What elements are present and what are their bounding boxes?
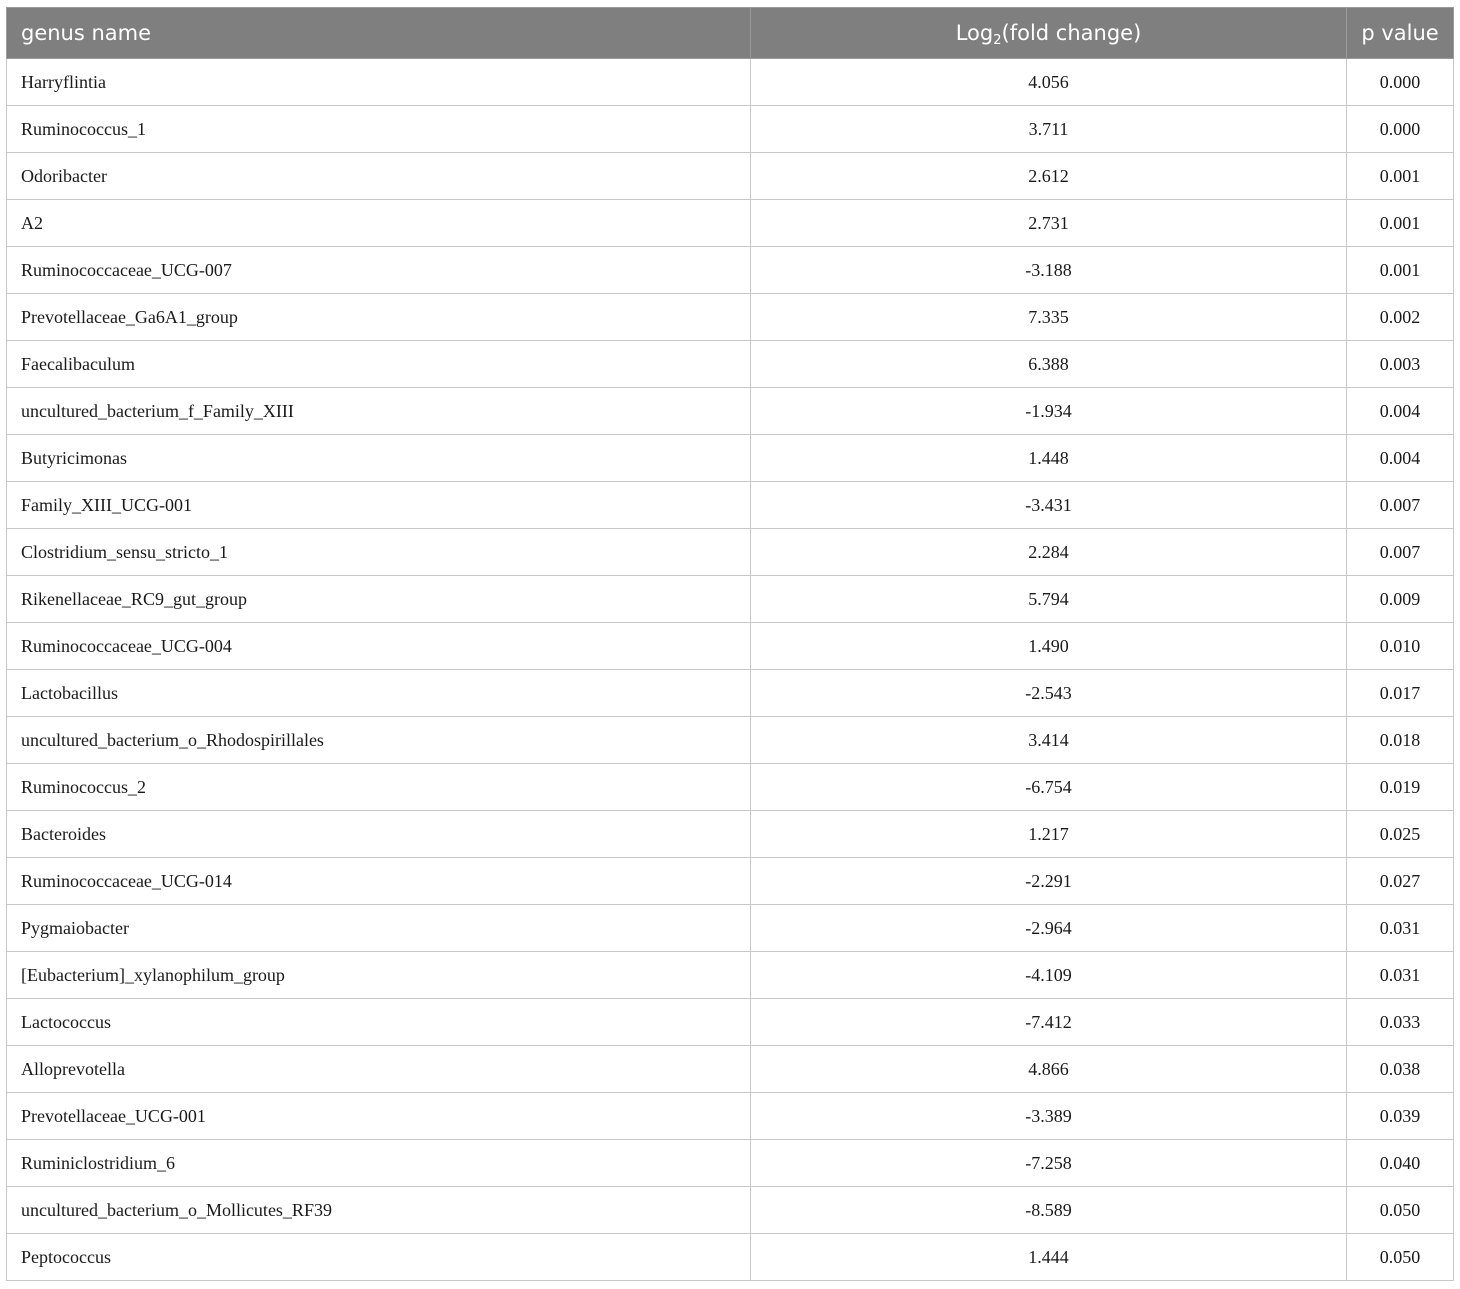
table-row xyxy=(7,1093,1454,1140)
genus-name-cell: Alloprevotella xyxy=(7,1046,751,1093)
log2-fold-change-cell: -2.543 xyxy=(751,670,1347,717)
genus-name-cell: Lactobacillus xyxy=(7,670,751,717)
table-row xyxy=(7,247,1454,294)
log2-fold-change-cell: -7.412 xyxy=(751,999,1347,1046)
p-value-cell: 0.004 xyxy=(1347,388,1454,435)
p-value-cell: 0.033 xyxy=(1347,999,1454,1046)
genus-table-container xyxy=(6,7,1453,1281)
table-body xyxy=(7,59,1454,1281)
log2-fold-change-cell: 1.448 xyxy=(751,435,1347,482)
log2-fold-change-cell: 6.388 xyxy=(751,341,1347,388)
p-value-cell: 0.001 xyxy=(1347,247,1454,294)
table-row xyxy=(7,670,1454,717)
genus-name-cell: Ruminococcus_2 xyxy=(7,764,751,811)
log2-fold-change-cell: -3.389 xyxy=(751,1093,1347,1140)
header-log-prefix: Log xyxy=(955,21,994,45)
genus-name-cell: Ruminococcaceae_UCG-004 xyxy=(7,623,751,670)
table-row xyxy=(7,811,1454,858)
table-row xyxy=(7,435,1454,482)
genus-name-cell: Harryflintia xyxy=(7,59,751,106)
p-value-cell: 0.000 xyxy=(1347,59,1454,106)
genus-fold-change-table xyxy=(6,7,1454,1281)
p-value-cell: 0.017 xyxy=(1347,670,1454,717)
genus-name-cell: Ruminococcaceae_UCG-007 xyxy=(7,247,751,294)
table-row xyxy=(7,200,1454,247)
p-value-cell: 0.009 xyxy=(1347,576,1454,623)
p-value-cell: 0.031 xyxy=(1347,905,1454,952)
p-value-cell: 0.050 xyxy=(1347,1187,1454,1234)
p-value-cell: 0.002 xyxy=(1347,294,1454,341)
header-p-value: p value xyxy=(1347,8,1454,59)
table-row xyxy=(7,106,1454,153)
table-row xyxy=(7,717,1454,764)
p-value-cell: 0.019 xyxy=(1347,764,1454,811)
genus-name-cell: [Eubacterium]_xylanophilum_group xyxy=(7,952,751,999)
header-log2-fold-change xyxy=(751,8,1347,59)
p-value-cell: 0.010 xyxy=(1347,623,1454,670)
log2-fold-change-cell: -2.291 xyxy=(751,858,1347,905)
log2-fold-change-cell: 1.217 xyxy=(751,811,1347,858)
genus-name-cell: Odoribacter xyxy=(7,153,751,200)
log2-fold-change-cell: -3.431 xyxy=(751,482,1347,529)
genus-name-cell: A2 xyxy=(7,200,751,247)
log2-fold-change-cell: -7.258 xyxy=(751,1140,1347,1187)
log2-fold-change-cell: 2.612 xyxy=(751,153,1347,200)
genus-name-cell: uncultured_bacterium_o_Mollicutes_RF39 xyxy=(7,1187,751,1234)
log2-fold-change-cell: -3.188 xyxy=(751,247,1347,294)
genus-name-cell: Ruminococcus_1 xyxy=(7,106,751,153)
log2-fold-change-cell: 3.414 xyxy=(751,717,1347,764)
genus-name-cell: uncultured_bacterium_f_Family_XIII xyxy=(7,388,751,435)
table-row xyxy=(7,1140,1454,1187)
header-log-suffix: (fold change) xyxy=(1001,21,1142,45)
genus-name-cell: uncultured_bacterium_o_Rhodospirillales xyxy=(7,717,751,764)
table-row xyxy=(7,623,1454,670)
p-value-cell: 0.004 xyxy=(1347,435,1454,482)
genus-name-cell: Peptococcus xyxy=(7,1234,751,1281)
log2-fold-change-cell: 5.794 xyxy=(751,576,1347,623)
header-log-subscript: 2 xyxy=(993,33,1002,48)
p-value-cell: 0.039 xyxy=(1347,1093,1454,1140)
genus-name-cell: Pygmaiobacter xyxy=(7,905,751,952)
log2-fold-change-cell: -2.964 xyxy=(751,905,1347,952)
genus-name-cell: Ruminococcaceae_UCG-014 xyxy=(7,858,751,905)
genus-name-cell: Faecalibaculum xyxy=(7,341,751,388)
table-row xyxy=(7,482,1454,529)
log2-fold-change-cell: -1.934 xyxy=(751,388,1347,435)
table-row xyxy=(7,905,1454,952)
log2-fold-change-cell: 1.490 xyxy=(751,623,1347,670)
table-row xyxy=(7,999,1454,1046)
p-value-cell: 0.038 xyxy=(1347,1046,1454,1093)
p-value-cell: 0.003 xyxy=(1347,341,1454,388)
p-value-cell: 0.007 xyxy=(1347,529,1454,576)
log2-fold-change-cell: 3.711 xyxy=(751,106,1347,153)
table-row xyxy=(7,388,1454,435)
p-value-cell: 0.050 xyxy=(1347,1234,1454,1281)
log2-fold-change-cell: 1.444 xyxy=(751,1234,1347,1281)
genus-name-cell: Family_XIII_UCG-001 xyxy=(7,482,751,529)
table-header xyxy=(7,8,1454,59)
log2-fold-change-cell: -4.109 xyxy=(751,952,1347,999)
table-row xyxy=(7,952,1454,999)
table-row xyxy=(7,153,1454,200)
table-row xyxy=(7,529,1454,576)
table-row xyxy=(7,1046,1454,1093)
table-row xyxy=(7,764,1454,811)
p-value-cell: 0.025 xyxy=(1347,811,1454,858)
genus-name-cell: Rikenellaceae_RC9_gut_group xyxy=(7,576,751,623)
p-value-cell: 0.001 xyxy=(1347,200,1454,247)
genus-name-cell: Prevotellaceae_UCG-001 xyxy=(7,1093,751,1140)
genus-name-cell: Clostridium_sensu_stricto_1 xyxy=(7,529,751,576)
log2-fold-change-cell: 4.866 xyxy=(751,1046,1347,1093)
log2-fold-change-cell: 2.284 xyxy=(751,529,1347,576)
p-value-cell: 0.007 xyxy=(1347,482,1454,529)
p-value-cell: 0.001 xyxy=(1347,153,1454,200)
log2-fold-change-cell: -6.754 xyxy=(751,764,1347,811)
log2-fold-change-cell: 4.056 xyxy=(751,59,1347,106)
genus-name-cell: Butyricimonas xyxy=(7,435,751,482)
p-value-cell: 0.027 xyxy=(1347,858,1454,905)
table-row xyxy=(7,858,1454,905)
p-value-cell: 0.031 xyxy=(1347,952,1454,999)
log2-fold-change-cell: -8.589 xyxy=(751,1187,1347,1234)
table-row xyxy=(7,576,1454,623)
genus-name-cell: Bacteroides xyxy=(7,811,751,858)
table-row xyxy=(7,1187,1454,1234)
table-row xyxy=(7,1234,1454,1281)
p-value-cell: 0.040 xyxy=(1347,1140,1454,1187)
table-row xyxy=(7,59,1454,106)
header-genus-name: genus name xyxy=(7,8,751,59)
table-row xyxy=(7,294,1454,341)
genus-name-cell: Ruminiclostridium_6 xyxy=(7,1140,751,1187)
log2-fold-change-cell: 7.335 xyxy=(751,294,1347,341)
header-row xyxy=(7,8,1454,59)
log2-fold-change-cell: 2.731 xyxy=(751,200,1347,247)
table-row xyxy=(7,341,1454,388)
genus-name-cell: Lactococcus xyxy=(7,999,751,1046)
p-value-cell: 0.000 xyxy=(1347,106,1454,153)
genus-name-cell: Prevotellaceae_Ga6A1_group xyxy=(7,294,751,341)
p-value-cell: 0.018 xyxy=(1347,717,1454,764)
